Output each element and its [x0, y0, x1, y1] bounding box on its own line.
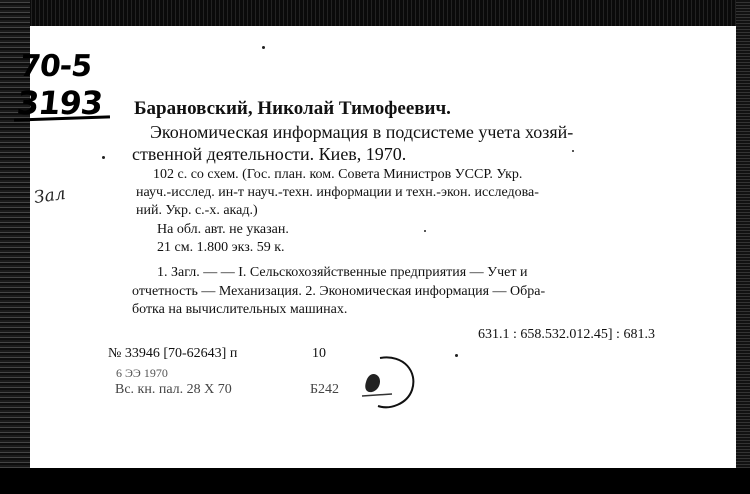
title-line-1: Экономическая информация в подсистеме учета хозяй-	[150, 122, 574, 142]
physical-description-line-1: 102 с. со схем. (Гос. план. ком. Совета Министров УССР. Укр.	[153, 167, 523, 182]
scan-border-top	[0, 0, 750, 26]
subject-tracing-line-1: 1. Загл. — — I. Сельскохозяйственные предприятия — Учет и	[157, 265, 528, 280]
udc-classification: 631.1 : 658.532.012.45] : 681.3	[478, 327, 655, 342]
author-heading: Барановский, Николай Тимофеевич.	[134, 98, 451, 119]
scan-speck	[424, 230, 426, 232]
accession-count: 10	[312, 346, 326, 361]
handwritten-note: Зал	[32, 183, 67, 209]
date-stamp: 6 ЭЭ 1970	[116, 366, 168, 380]
stamp-code: Б242	[310, 382, 340, 397]
scan-speck	[262, 46, 265, 49]
shelfmark-top: 70-5	[18, 49, 93, 84]
scan-border-bottom	[0, 468, 750, 494]
subject-tracing-line-2: отчетность — Механизация. 2. Экономическая информация — Обра-	[132, 284, 546, 299]
scan-speck	[572, 150, 574, 152]
note-line-2: 21 см. 1.800 экз. 59 к.	[157, 240, 285, 255]
physical-description-line-2: науч.-исслед. ин-т науч.-техн. информации и техн.-экон. исследова-	[136, 185, 539, 200]
title-line-2: ственной деятельности. Киев, 1970.	[132, 144, 407, 164]
subject-tracing-line-3: ботка на вычислительных машинах.	[132, 302, 348, 317]
book-chamber-stamp: Вс. кн. пал. 28 X 70	[115, 382, 232, 397]
library-seal-icon	[352, 352, 422, 412]
shelfmark-bottom: 3193	[15, 84, 105, 122]
scan-speck	[102, 156, 105, 159]
scan-border-right	[736, 0, 750, 494]
physical-description-line-3: ний. Укр. с.-х. акад.)	[136, 203, 258, 218]
scan-speck	[455, 354, 458, 357]
note-line-1: На обл. авт. не указан.	[157, 222, 289, 237]
accession-number: № 33946 [70-62643] п	[108, 346, 238, 361]
